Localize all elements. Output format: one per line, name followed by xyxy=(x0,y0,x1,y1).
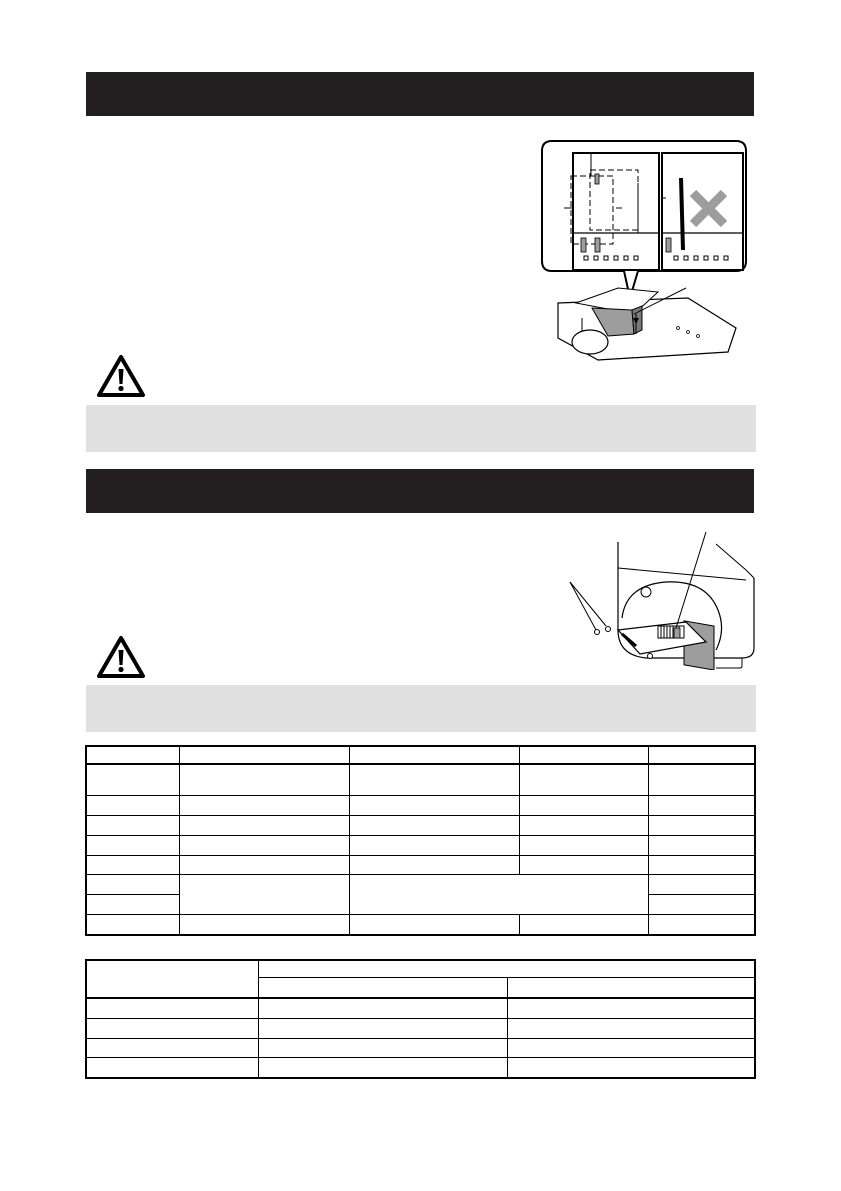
warning-triangle-icon xyxy=(96,354,146,398)
section-1-note-box xyxy=(86,405,756,452)
interface-board-installation-figure xyxy=(566,530,756,670)
specification-table-1 xyxy=(85,745,756,936)
section-2-note-box xyxy=(86,685,756,732)
specification-table-2 xyxy=(85,959,756,1079)
section-1-header-bar xyxy=(86,72,754,116)
section-2-header-bar xyxy=(86,469,754,513)
warning-triangle-icon xyxy=(96,635,146,679)
paper-guide-installation-figure xyxy=(538,138,750,370)
